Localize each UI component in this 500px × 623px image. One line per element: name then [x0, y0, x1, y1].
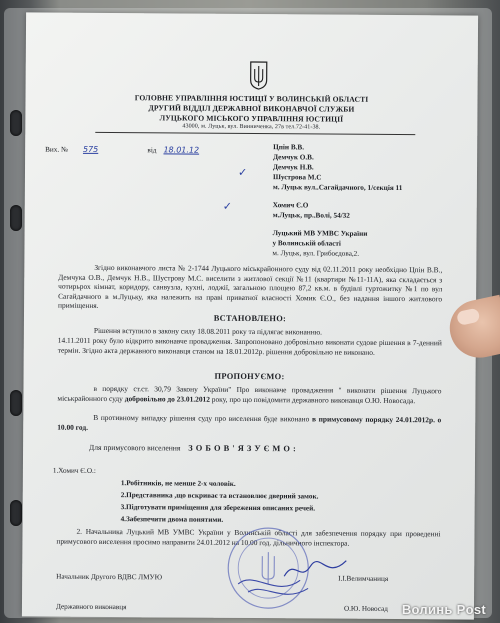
- propose-heading: ПРОПОНУЄМО:: [214, 371, 285, 382]
- executor-signature-name: О.Ю. Новосад: [343, 604, 388, 613]
- duty-item: 4.Забезпечити двома понятими.: [120, 515, 224, 524]
- binder-hole: [10, 500, 22, 526]
- thumb-nail: [456, 308, 480, 326]
- duties-head: 1.Хомич Є.О.:: [52, 466, 96, 475]
- obligation-row: [89, 443, 296, 453]
- established-paragraph: 14.11.2011 року було відкрито виконавче провадження. Запропоновано добровільно виконати судове рішення в 7-денний термін. Згідно акта державного виконавця станом на 18.01.2012р. рішення добровільно не виконано.: [57, 335, 442, 357]
- chief-signature-label: Начальник Другого ВДВС ЛМУЮ: [56, 572, 163, 582]
- duty-item: 2.Представника ,що вскриває та встановлює дверний замок.: [120, 491, 319, 501]
- recipient-line: Хомич Є.О: [272, 201, 309, 210]
- enforcement-date: 24.01.2012р. о 10.00 год.: [57, 415, 442, 432]
- recipient-line: Луцький МВ УМВС України: [272, 229, 368, 238]
- recipient-line: Демчук О.В.: [273, 153, 314, 162]
- recipient-line: Шустрова М.С: [272, 173, 322, 182]
- outgoing-date: 18.01.12: [163, 145, 200, 155]
- police-duty-paragraph: 2. Начальника Луцький МВ УМВС України у Волинській області для забезпечення порядку при проведенні примусового виселення просимо направити 24.01.2012 на 10.00 год. дільничного інспектора.: [56, 526, 441, 548]
- binder-hole: [10, 390, 22, 416]
- intro-paragraph: Згідно виконавчого листа № 2-1744 Луцького міськрайонного суду від 02.11.2011 року необхідно Цпін В.В., Демчука О.В., Демчук Н.В., Шустрову М.С. виселити з житлової секції №11 (квартири №11-11А), яка складається з чотирьрох кімнат, коридору, санвузла, кухні, лоджії, загальною площею 87,2 кв.м. в будівлі гуртожитку №1 по вул Сагайдачного в м.Луцьку, яка належить на праві приватної власності Хомик Є.О., без надання іншого житлового приміщення.: [58, 262, 443, 311]
- header-address: 43000, м. Луцьк, вул. Винниченка, 27в тел.72-41-38.: [182, 123, 321, 131]
- checkmark-icon: ✓: [222, 199, 233, 213]
- established-paragraph: Рішення вступило в закону силу 18.08.2011 року та підлягає виконанню.: [93, 325, 323, 337]
- watermark-logo: Волинь Post: [401, 602, 486, 617]
- duty-item: 3.Підготувати приміщення для збереження описаних речей.: [120, 503, 316, 513]
- binder-hole: [10, 205, 22, 231]
- coat-of-arms-icon: [249, 60, 269, 90]
- chief-signature-name: І.І.Велимчаниця: [338, 574, 389, 583]
- established-heading: ВСТАНОВЛЕНО:: [213, 313, 287, 324]
- duty-item: 1.Робітників, не менше 2-х чоловік.: [120, 479, 236, 488]
- outgoing-date-label: від: [147, 146, 157, 155]
- header-divider: [95, 132, 415, 135]
- checkmark-icon: ✓: [237, 165, 248, 179]
- recipient-line: м. Луцьк, вул. Грибоєдова,2.: [272, 249, 360, 258]
- document-page: [22, 12, 478, 619]
- enforcement-paragraph: [57, 413, 441, 435]
- enforcement-text: В противному випадку рішення суду про виселення буде виконано: [93, 412, 310, 424]
- propose-deadline: добровільно до 23.01.2012: [124, 393, 210, 404]
- propose-text: в порядку ст.ст. 30,79 Закону України" Про виконавче провадження " виконати рішення Луцького міськрайонного суду: [57, 383, 442, 403]
- recipient-line: у Волинській області: [272, 239, 341, 248]
- executor-signature-label: Державного виконавця: [55, 602, 127, 612]
- binder-hole: [10, 110, 22, 136]
- obligation-intro: Для примусового виселення: [89, 442, 181, 453]
- enforcement-mode: в примусовому порядку: [311, 414, 394, 425]
- outgoing-number-row: [45, 145, 204, 155]
- recipient-line: м.Луцьк, пр..Волі, 54/32: [272, 211, 350, 220]
- outgoing-number: 575: [82, 144, 99, 154]
- recipient-line: м. Луцьк вул..Сагайдачного, 1/секція 11: [272, 183, 403, 193]
- obligation-heading: З О Б О В ' Я З У Є М О :: [188, 443, 297, 454]
- propose-text: року, про що повідомити державного виконавця О.Ю. Новосада.: [211, 394, 416, 405]
- recipient-line: Демчук Н.В.: [273, 163, 314, 172]
- outgoing-number-label: Вих. №: [45, 145, 68, 154]
- header-line-3: ЛУЦЬКОГО МІСЬКОГО УПРАВЛІННЯ ЮСТИЦІЇ: [159, 113, 344, 124]
- header-line-1: ГОЛОВНЕ УПРАВЛІННЯ ЮСТИЦІЇ У ВОЛИНСЬКІЙ ОБЛАСТІ: [134, 93, 369, 104]
- header-line-2: ДРУГИЙ ВІДДІЛ ДЕРЖАВНОЇ ВИКОНАВЧОЇ СЛУЖБИ: [148, 103, 355, 114]
- propose-paragraph: [57, 384, 441, 406]
- recipient-line: Цпін В.В.: [273, 143, 305, 152]
